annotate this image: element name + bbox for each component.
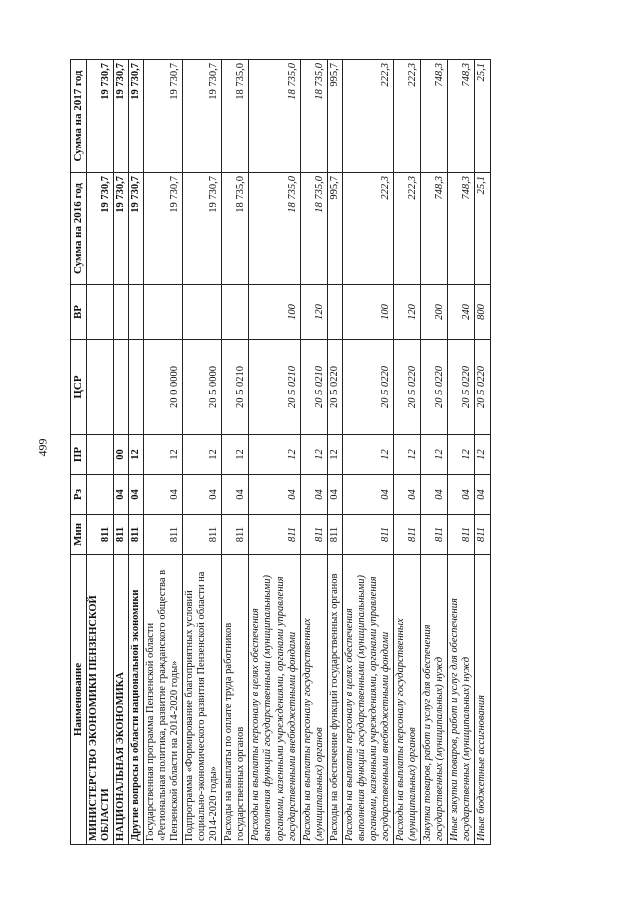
- cell-vr: 100: [249, 285, 300, 340]
- cell-sum-2017: 19 730,7: [86, 60, 113, 173]
- header-rz: Рз: [71, 475, 87, 515]
- cell-pr: 12: [128, 435, 143, 475]
- cell-pr: 12: [421, 435, 448, 475]
- cell-vr: [143, 285, 182, 340]
- cell-vr: 800: [475, 285, 490, 340]
- cell-sum-2017: 19 730,7: [128, 60, 143, 173]
- budget-table: [70, 59, 491, 845]
- cell-name: Расходы на выплаты персоналу государственных (муниципальных) органов: [394, 555, 421, 845]
- table-row: [183, 60, 222, 845]
- cell-sum-2016: 748,3: [448, 173, 475, 285]
- header-vr: ВР: [71, 285, 87, 340]
- cell-rz: 04: [222, 475, 249, 515]
- cell-pr: 12: [448, 435, 475, 475]
- cell-pr: 00: [113, 435, 128, 475]
- cell-min: 811: [300, 515, 327, 555]
- cell-sum-2017: 995,7: [327, 60, 342, 173]
- cell-name: Расходы на выплаты персоналу государственных (муниципальных) органов: [300, 555, 327, 845]
- cell-vr: 120: [394, 285, 421, 340]
- cell-name: Расходы на обеспечение функций государственных органов: [327, 555, 342, 845]
- table-row: [448, 60, 475, 845]
- cell-sum-2017: 222,3: [394, 60, 421, 173]
- cell-name: Подпрограмма «Формирование благоприятных условий социально-экономического развития Пензенской области на 2014-2020 годы»: [183, 555, 222, 845]
- cell-pr: [86, 435, 113, 475]
- cell-csr: 20 5 0220: [394, 340, 421, 435]
- cell-name: Расходы на выплаты персоналу в целях обеспечения выполнения функций государственными (муниципальными) органами, казенными учреждениями, органами управления государственными внебюджетными фондами: [342, 555, 393, 845]
- table-header-row: [71, 60, 87, 845]
- cell-rz: 04: [394, 475, 421, 515]
- cell-csr: [86, 340, 113, 435]
- cell-min: 811: [394, 515, 421, 555]
- cell-vr: [327, 285, 342, 340]
- cell-sum-2017: 18 735,0: [249, 60, 300, 173]
- cell-min: 811: [421, 515, 448, 555]
- cell-rz: 04: [327, 475, 342, 515]
- cell-pr: 12: [394, 435, 421, 475]
- cell-rz: [86, 475, 113, 515]
- header-name: Наименование: [71, 555, 87, 845]
- cell-pr: 12: [143, 435, 182, 475]
- cell-rz: 04: [421, 475, 448, 515]
- header-pr: ПР: [71, 435, 87, 475]
- table-row: [421, 60, 448, 845]
- cell-sum-2016: 222,3: [394, 173, 421, 285]
- cell-csr: 20 0 0000: [143, 340, 182, 435]
- cell-sum-2017: 19 730,7: [143, 60, 182, 173]
- cell-pr: 12: [249, 435, 300, 475]
- cell-rz: 04: [300, 475, 327, 515]
- table-row: [143, 60, 182, 845]
- cell-csr: 20 5 0220: [327, 340, 342, 435]
- cell-vr: [86, 285, 113, 340]
- cell-sum-2017: 25,1: [475, 60, 490, 173]
- cell-name: Иные бюджетные ассигнования: [475, 555, 490, 845]
- cell-sum-2017: 19 730,7: [113, 60, 128, 173]
- table-row: [249, 60, 300, 845]
- cell-vr: 120: [300, 285, 327, 340]
- cell-sum-2016: 18 735,0: [300, 173, 327, 285]
- cell-rz: 04: [183, 475, 222, 515]
- cell-min: 811: [183, 515, 222, 555]
- header-sum-2016: Сумма на 2016 год: [71, 173, 87, 285]
- cell-min: 811: [448, 515, 475, 555]
- cell-min: 811: [143, 515, 182, 555]
- cell-sum-2017: 222,3: [342, 60, 393, 173]
- cell-rz: 04: [249, 475, 300, 515]
- cell-name: Закупка товаров, работ и услуг для обеспечения государственных (муниципальных) нужд: [421, 555, 448, 845]
- cell-name: Государственная программа Пензенской области «Региональная политика, развитие гражданского общества в Пензенской области на 2014-2020 годы»: [143, 555, 182, 845]
- cell-vr: 200: [421, 285, 448, 340]
- cell-pr: 12: [475, 435, 490, 475]
- cell-pr: 12: [222, 435, 249, 475]
- table-body: [86, 60, 490, 845]
- cell-csr: 20 5 0210: [222, 340, 249, 435]
- table-row: [300, 60, 327, 845]
- header-min: Мин: [71, 515, 87, 555]
- page-number: 499: [35, 438, 50, 457]
- cell-rz: 04: [475, 475, 490, 515]
- cell-sum-2016: 222,3: [342, 173, 393, 285]
- cell-rz: 04: [342, 475, 393, 515]
- cell-sum-2017: 18 735,0: [300, 60, 327, 173]
- table-row: [327, 60, 342, 845]
- cell-csr: [128, 340, 143, 435]
- cell-vr: [113, 285, 128, 340]
- cell-sum-2016: 19 730,7: [128, 173, 143, 285]
- cell-csr: 20 5 0220: [448, 340, 475, 435]
- table-row: [113, 60, 128, 845]
- table-row: [475, 60, 490, 845]
- cell-sum-2017: 18 735,0: [222, 60, 249, 173]
- cell-sum-2017: 748,3: [421, 60, 448, 173]
- cell-min: 811: [249, 515, 300, 555]
- cell-csr: 20 5 0210: [300, 340, 327, 435]
- cell-pr: 12: [300, 435, 327, 475]
- cell-sum-2016: 19 730,7: [143, 173, 182, 285]
- cell-vr: [222, 285, 249, 340]
- cell-sum-2016: 19 730,7: [113, 173, 128, 285]
- cell-csr: [113, 340, 128, 435]
- cell-name: МИНИСТЕРСТВО ЭКОНОМИКИ ПЕНЗЕНСКОЙ ОБЛАСТИ: [86, 555, 113, 845]
- cell-csr: 20 5 0210: [249, 340, 300, 435]
- cell-name: Расходы на выплаты персоналу в целях обеспечения выполнения функций государственными (муниципальными) органами, казенными учреждениями, органами управления государственными внебюджетными фондами: [249, 555, 300, 845]
- cell-sum-2016: 19 730,7: [183, 173, 222, 285]
- table-row: [222, 60, 249, 845]
- table-row: [342, 60, 393, 845]
- cell-csr: 20 5 0220: [475, 340, 490, 435]
- cell-rz: 04: [113, 475, 128, 515]
- rotated-page-content: [70, 60, 491, 845]
- cell-name: Иные закупки товаров, работ и услуг для обеспечения государственных (муниципальных) нужд: [448, 555, 475, 845]
- cell-sum-2017: 19 730,7: [183, 60, 222, 173]
- cell-csr: 20 5 0220: [342, 340, 393, 435]
- cell-sum-2016: 19 730,7: [86, 173, 113, 285]
- cell-rz: 04: [143, 475, 182, 515]
- cell-name: НАЦИОНАЛЬНАЯ ЭКОНОМИКА: [113, 555, 128, 845]
- table-row: [128, 60, 143, 845]
- cell-vr: 240: [448, 285, 475, 340]
- header-csr: ЦСР: [71, 340, 87, 435]
- table-row: [394, 60, 421, 845]
- cell-sum-2016: 18 735,0: [222, 173, 249, 285]
- cell-min: 811: [222, 515, 249, 555]
- cell-csr: 20 5 0000: [183, 340, 222, 435]
- cell-sum-2017: 748,3: [448, 60, 475, 173]
- cell-sum-2016: 995,7: [327, 173, 342, 285]
- cell-min: 811: [128, 515, 143, 555]
- cell-rz: 04: [128, 475, 143, 515]
- cell-min: 811: [113, 515, 128, 555]
- cell-rz: 04: [448, 475, 475, 515]
- cell-vr: [128, 285, 143, 340]
- cell-min: 811: [342, 515, 393, 555]
- header-sum-2017: Сумма на 2017 год: [71, 60, 87, 173]
- cell-vr: [183, 285, 222, 340]
- cell-min: 811: [475, 515, 490, 555]
- cell-min: 811: [86, 515, 113, 555]
- cell-name: Другие вопросы в области национальной экономики: [128, 555, 143, 845]
- cell-pr: 12: [342, 435, 393, 475]
- cell-name: Расходы на выплаты по оплате труда работников государственных органов: [222, 555, 249, 845]
- cell-pr: 12: [327, 435, 342, 475]
- cell-vr: 100: [342, 285, 393, 340]
- table-row: [86, 60, 113, 845]
- cell-csr: 20 5 0220: [421, 340, 448, 435]
- cell-sum-2016: 748,3: [421, 173, 448, 285]
- cell-sum-2016: 18 735,0: [249, 173, 300, 285]
- cell-pr: 12: [183, 435, 222, 475]
- cell-sum-2016: 25,1: [475, 173, 490, 285]
- cell-min: 811: [327, 515, 342, 555]
